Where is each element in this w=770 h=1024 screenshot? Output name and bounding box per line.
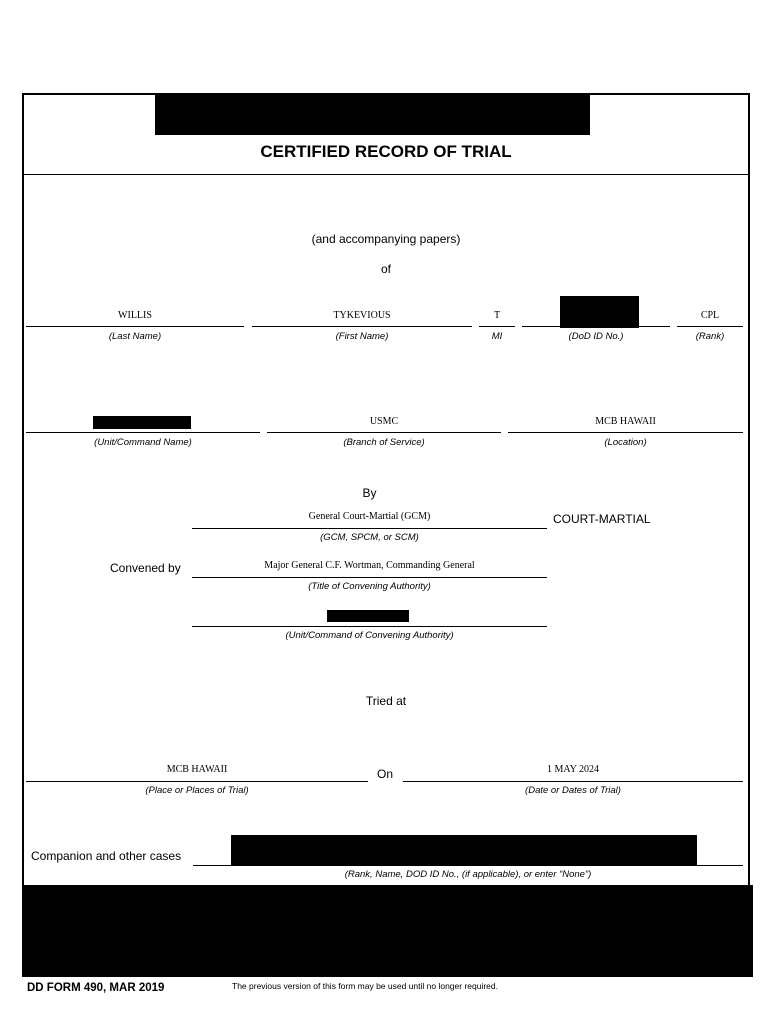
- form-id: DD FORM 490, MAR 2019: [27, 982, 165, 994]
- place-caption: (Place or Places of Trial): [145, 785, 249, 796]
- first-name-caption: (First Name): [335, 331, 389, 342]
- footer-note: The previous version of this form may be used until no longer required.: [232, 981, 498, 991]
- court-type-value: General Court-Martial (GCM): [308, 511, 431, 522]
- bottom-redaction: [22, 885, 753, 977]
- convening-unit-caption: (Unit/Command of Convening Authority): [285, 630, 454, 641]
- location-line: [508, 432, 743, 433]
- unit-line: [26, 432, 260, 433]
- date-caption: (Date or Dates of Trial): [525, 785, 621, 796]
- convening-authority-caption: (Title of Convening Authority): [308, 581, 431, 592]
- rank-value: CPL: [700, 310, 720, 321]
- mi-line: [479, 326, 515, 327]
- branch-value: USMC: [369, 416, 399, 427]
- branch-line: [267, 432, 501, 433]
- branch-caption: (Branch of Service): [343, 437, 425, 448]
- unit-redaction: [93, 416, 191, 429]
- court-type-line: [192, 528, 547, 529]
- mi-value: T: [493, 310, 501, 321]
- last-name-line: [26, 326, 244, 327]
- place-line: [26, 781, 368, 782]
- rank-line: [677, 326, 743, 327]
- companion-line: [193, 865, 743, 866]
- by-label: By: [362, 486, 377, 500]
- convening-unit-redaction: [327, 610, 409, 622]
- court-martial-label: COURT-MARTIAL: [553, 512, 651, 526]
- title-divider: [22, 174, 748, 175]
- companion-redaction: [231, 835, 697, 865]
- date-value: 1 MAY 2024: [546, 764, 600, 775]
- place-value: MCB HAWAII: [166, 764, 228, 775]
- form-title: CERTIFIED RECORD OF TRIAL: [260, 142, 512, 161]
- dod-id-line: [522, 326, 670, 327]
- rank-caption: (Rank): [695, 331, 725, 342]
- on-label: On: [377, 767, 394, 781]
- of-label: of: [380, 262, 391, 276]
- mi-caption: MI: [491, 331, 503, 342]
- convening-authority-value: Major General C.F. Wortman, Commanding General: [264, 560, 475, 571]
- convened-by-label: Convened by: [110, 561, 181, 575]
- header-redaction: [155, 95, 590, 135]
- convening-unit-line: [192, 626, 547, 627]
- court-type-caption: (GCM, SPCM, or SCM): [320, 532, 419, 543]
- companion-cases-label: Companion and other cases: [31, 849, 182, 863]
- companion-caption: (Rank, Name, DOD ID No., (if applicable), or enter “None”): [344, 869, 592, 880]
- first-name-line: [252, 326, 472, 327]
- dod-id-redaction: [560, 296, 639, 328]
- convening-authority-line: [192, 577, 547, 578]
- date-line: [403, 781, 743, 782]
- location-value: MCB HAWAII: [595, 416, 656, 427]
- tried-at-label: Tried at: [365, 694, 407, 708]
- first-name-value: TYKEVIOUS: [333, 310, 391, 321]
- accompanying-papers: (and accompanying papers): [311, 232, 461, 246]
- last-name-value: WILLIS: [118, 310, 152, 321]
- dod-id-caption: (DoD ID No.): [568, 331, 624, 342]
- location-caption: (Location): [604, 437, 647, 448]
- unit-caption: (Unit/Command Name): [94, 437, 192, 448]
- last-name-caption: (Last Name): [108, 331, 162, 342]
